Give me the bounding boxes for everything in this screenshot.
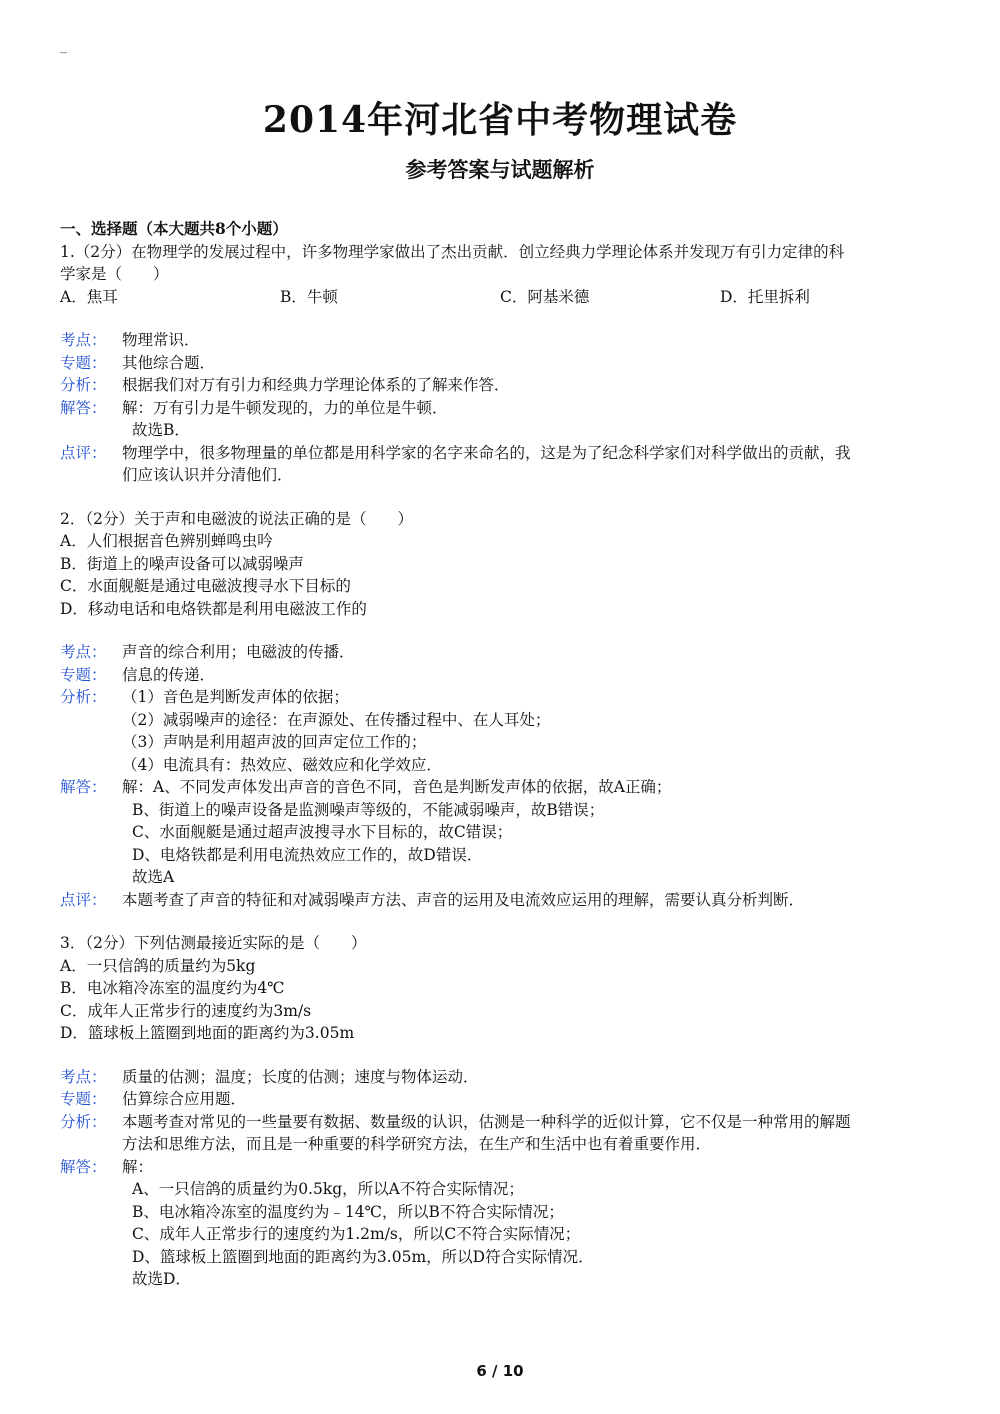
dianping-text: 物理学中，很多物理量的单位都是用科学家的名字来命名的，这是为了纪念科学家们对科学做出的贡献，我 xyxy=(122,443,851,462)
jieda-text: 解：万有引力是牛顿发现的，力的单位是牛顿． xyxy=(122,398,448,417)
option-d: D．篮球板上篮圈到地面的距离约为3.05m xyxy=(60,1024,355,1042)
question-stem-line: 2．（2分）关于声和电磁波的说法正确的是（ ） xyxy=(60,509,413,528)
fenxi-text: 根据我们对万有引力和经典力学理论体系的了解来作答． xyxy=(122,376,510,394)
option-c: C．水面舰艇是通过电磁波搜寻水下目标的 xyxy=(60,577,351,595)
question-2 xyxy=(60,508,945,912)
page-number: 6 / 10 xyxy=(476,1362,524,1380)
fenxi-label: 分析： xyxy=(60,688,107,706)
question-stem-line: 学家是（ ） xyxy=(60,265,169,283)
option-a: A．焦耳 xyxy=(60,287,118,306)
dianping-label: 点评： xyxy=(60,890,107,909)
jieda-text: 故选B． xyxy=(132,421,190,439)
jieda-row xyxy=(60,776,945,889)
kaodian-label: 考点： xyxy=(60,331,107,349)
zhuanti-text: 其他综合题． xyxy=(122,353,216,372)
kaodian-text: 声音的综合利用；电磁波的传播． xyxy=(122,643,355,661)
jieda-text: C、水面舰艇是通过超声波搜寻水下目标的，故C错误； xyxy=(132,823,513,841)
jieda-text: 故选D． xyxy=(132,1270,191,1288)
zhuanti-label: 专题： xyxy=(60,353,107,372)
jieda-text: B、电冰箱冷冻室的温度约为﹣14℃，所以B不符合实际情况； xyxy=(132,1202,564,1221)
jieda-text: D、篮球板上篮圈到地面的距离约为3.05m，所以D符合实际情况． xyxy=(132,1247,594,1266)
zhuanti-label: 专题： xyxy=(60,665,107,684)
fenxi-text: （2）减弱噪声的途径：在声源处、在传播过程中、在人耳处； xyxy=(122,710,551,729)
corner-mark: _ xyxy=(60,38,67,54)
jieda-label: 解答： xyxy=(60,398,107,417)
jieda-text: C、成年人正常步行的速度约为1.2m/s，所以C不符合实际情况； xyxy=(132,1225,581,1243)
section-heading: 一、选择题（本大题共8个小题） xyxy=(60,219,288,238)
fenxi-text: 方法和思维方法，而且是一种重要的科学研究方法，在生产和生活中也有着重要作用． xyxy=(122,1135,712,1153)
jieda-text: A、一只信鸽的质量约为0.5kg，所以A不符合实际情况； xyxy=(132,1180,524,1198)
fenxi-text: （1）音色是判断发声体的依据； xyxy=(122,688,349,706)
option-c: C．成年人正常步行的速度约为3m/s xyxy=(60,1001,312,1020)
jieda-row xyxy=(60,1156,945,1291)
options-row xyxy=(60,286,945,309)
option-b: B．电冰箱冷冻室的温度约为4℃ xyxy=(60,979,285,997)
kaodian-row xyxy=(60,1066,945,1089)
kaodian-row xyxy=(60,641,945,664)
page-title: 2014年河北省中考物理试卷 xyxy=(262,99,738,141)
fenxi-text: （4）电流具有：热效应、磁效应和化学效应． xyxy=(122,755,442,774)
option-c: C．阿基米德 xyxy=(500,287,590,306)
question-stem-line: 1.（2分）在物理学的发展过程中，许多物理学家做出了杰出贡献．创立经典力学理论体系并发现万有引力定律的科 xyxy=(60,242,845,261)
fenxi-row xyxy=(60,374,945,397)
dianping-row xyxy=(60,442,945,487)
option-b: B．街道上的噪声设备可以减弱噪声 xyxy=(60,554,304,573)
jieda-label: 解答： xyxy=(60,1157,107,1176)
zhuanti-row xyxy=(60,352,945,375)
jieda-text: D、电烙铁都是利用电流热效应工作的，故D错误． xyxy=(132,845,483,864)
jieda-text: 解：A、不同发声体发出声音的音色不同，音色是判断发声体的依据，故A正确； xyxy=(122,778,672,796)
dianping-label: 点评： xyxy=(60,443,107,462)
jieda-row xyxy=(60,397,945,442)
page-subtitle: 参考答案与试题解析 xyxy=(405,157,595,182)
jieda-text: B、街道上的噪声设备是监测噪声等级的，不能减弱噪声，故B错误； xyxy=(132,800,605,819)
jieda-label: 解答： xyxy=(60,778,107,796)
option-d: D．托里拆利 xyxy=(720,287,810,306)
zhuanti-label: 专题： xyxy=(60,1090,107,1108)
option-a: A．一只信鸽的质量约为5kg xyxy=(60,956,256,975)
document-body xyxy=(60,218,945,1291)
kaodian-text: 物理常识． xyxy=(122,331,200,349)
fenxi-label: 分析： xyxy=(60,376,107,394)
kaodian-label: 考点： xyxy=(60,1067,107,1086)
question-3 xyxy=(60,932,945,1291)
fenxi-text: （3）声呐是利用超声波的回声定位工作的； xyxy=(122,733,427,751)
dianping-text: 本题考查了声音的特征和对减弱噪声方法、声音的运用及电流效应运用的理解，需要认真分析判断． xyxy=(122,890,805,909)
question-stem-line: 3．（2分）下列估测最接近实际的是（ ） xyxy=(60,934,367,952)
zhuanti-text: 信息的传递． xyxy=(122,665,216,684)
kaodian-label: 考点： xyxy=(60,643,107,661)
kaodian-row xyxy=(60,329,945,352)
zhuanti-row xyxy=(60,664,945,687)
zhuanti-row xyxy=(60,1088,945,1111)
jieda-text: 故选A xyxy=(132,868,175,886)
fenxi-label: 分析： xyxy=(60,1112,107,1131)
fenxi-text: 本题考查对常见的一些量要有数据、数量级的认识，估测是一种科学的近似计算，它不仅是一种常用的解题 xyxy=(122,1112,851,1131)
option-a: A．人们根据音色辨别蝉鸣虫吟 xyxy=(60,532,273,550)
fenxi-row xyxy=(60,1111,945,1156)
fenxi-row xyxy=(60,686,945,776)
jieda-text: 解： xyxy=(122,1157,154,1176)
option-d: D．移动电话和电烙铁都是利用电磁波工作的 xyxy=(60,599,367,618)
dianping-text: 们应该认识并分清他们． xyxy=(122,466,293,484)
zhuanti-text: 估算综合应用题． xyxy=(122,1090,247,1108)
dianping-row xyxy=(60,889,945,912)
question-1 xyxy=(60,241,945,487)
kaodian-text: 质量的估测；温度；长度的估测；速度与物体运动． xyxy=(122,1067,479,1086)
option-b: B．牛顿 xyxy=(280,287,338,306)
